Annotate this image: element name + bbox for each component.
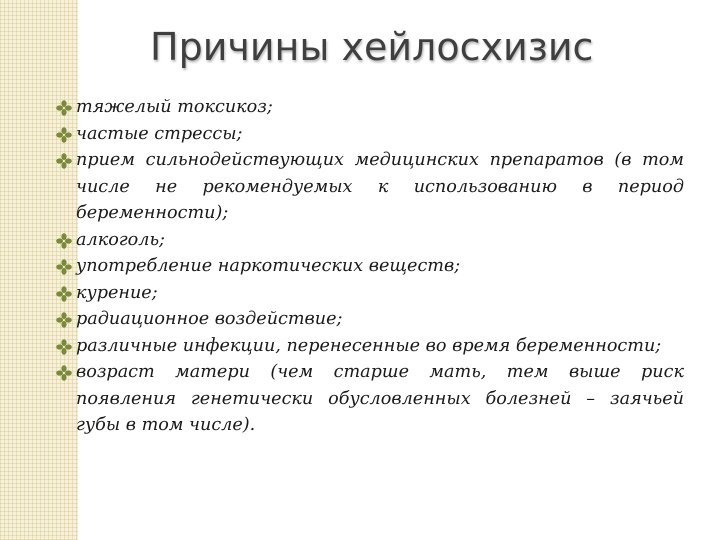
list-item [56, 253, 684, 280]
diamond-bullet-icon [56, 259, 72, 275]
list-item-text: тяжелый токсикоз; [76, 97, 273, 117]
diamond-bullet-icon [56, 365, 72, 381]
list-item-text: радиационное воздействие; [76, 309, 343, 329]
bullet-list [56, 94, 684, 439]
list-item-text: частые стрессы; [76, 123, 243, 144]
diamond-bullet-icon [56, 339, 72, 355]
list-item [56, 333, 684, 360]
list-item [56, 147, 684, 227]
page-title: Причины хейлосхизис [150, 25, 594, 69]
list-item [56, 280, 684, 307]
diamond-bullet-icon [56, 233, 72, 249]
list-item-text: возраст матери (чем старше мать, тем выше риск появления генетически обусловленных болезней – заячьей губы в том числе). [76, 362, 684, 435]
list-item-text: алкоголь; [76, 229, 165, 250]
list-item [56, 121, 684, 148]
diamond-bullet-icon [56, 153, 72, 169]
diamond-bullet-icon [56, 286, 72, 302]
list-item [56, 94, 684, 121]
diamond-bullet-icon [56, 312, 72, 328]
list-item-text: курение; [76, 282, 158, 303]
list-item [56, 359, 684, 439]
diamond-bullet-icon [56, 127, 72, 143]
list-item [56, 227, 684, 254]
diamond-bullet-icon [56, 100, 72, 116]
list-item [56, 306, 684, 333]
list-item-text: употребление наркотических веществ; [76, 256, 461, 276]
list-item-text: прием сильнодействующих медицинских препаратов (в том числе не рекомендуемых к использованию в период беременности); [76, 150, 684, 223]
list-item-text: различные инфекции, перенесенные во время беременности; [76, 335, 662, 356]
